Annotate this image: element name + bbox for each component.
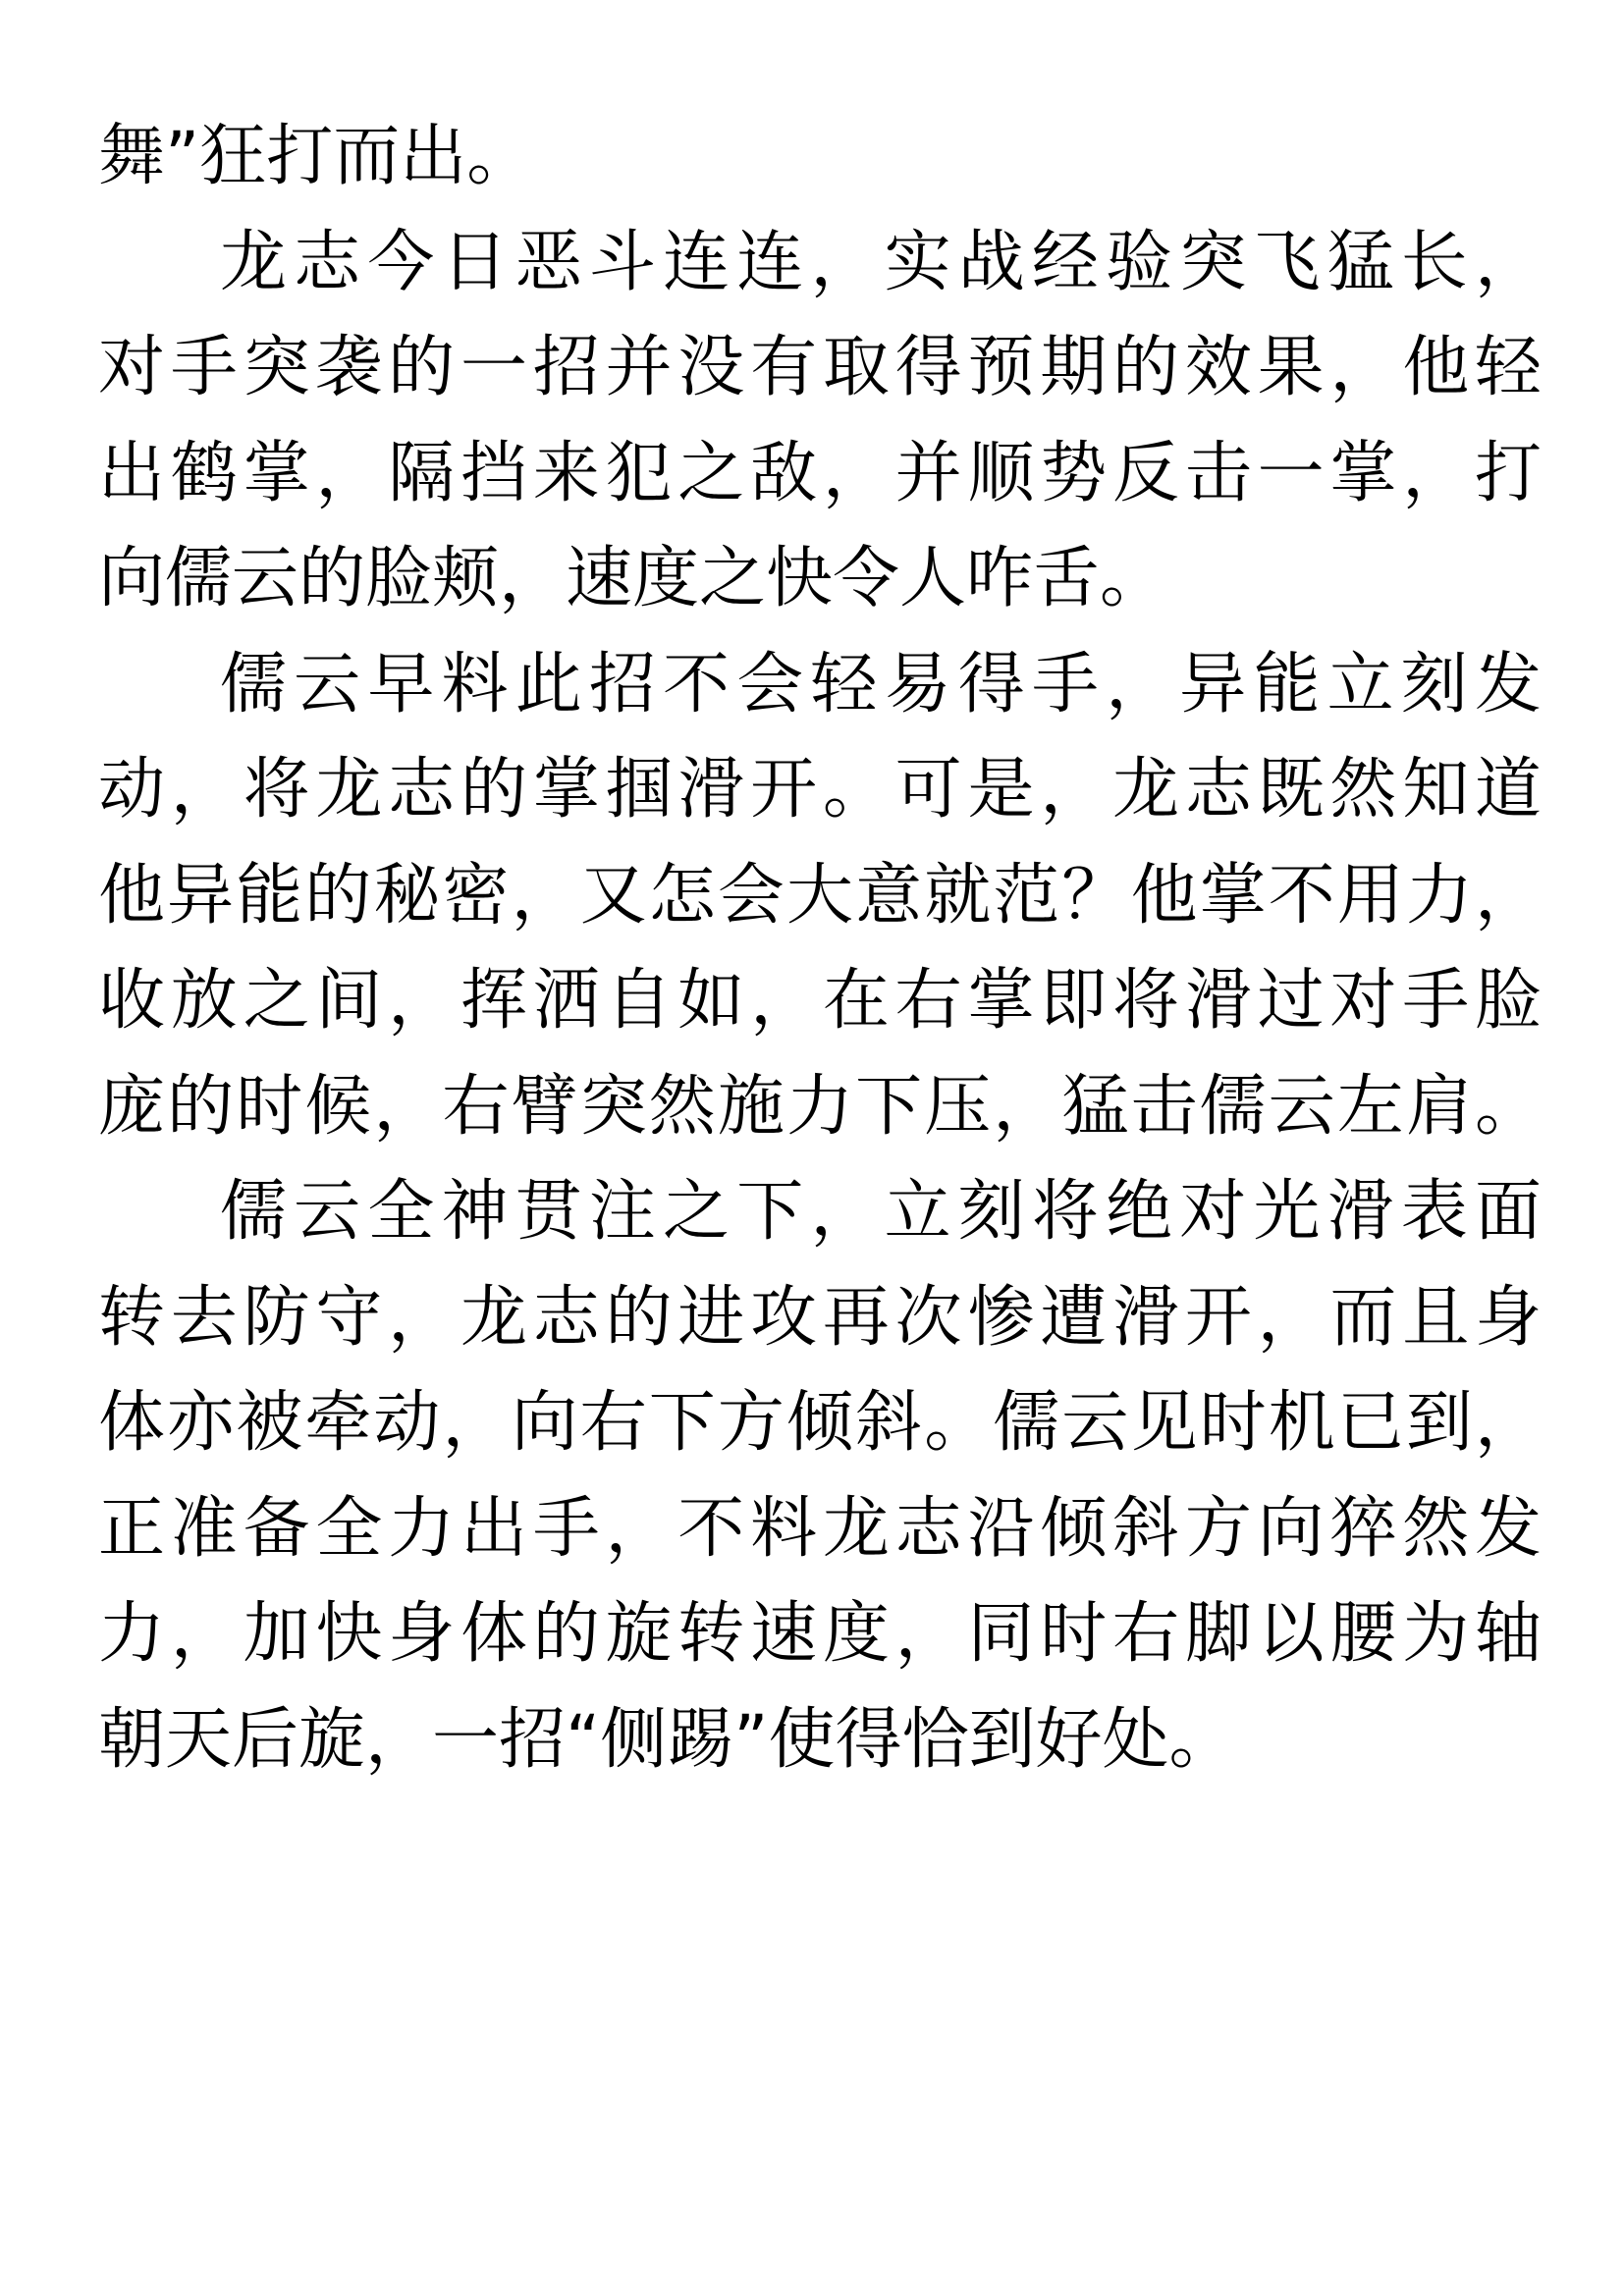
text-line: 他异能的秘密，又怎会大意就范？他掌不用力， xyxy=(98,856,1542,934)
text-line: 对手突袭的一招并没有取得预期的效果，他轻 xyxy=(98,329,1542,406)
text-line: 龙志今日恶斗连连，实战经验突飞猛长， xyxy=(220,223,1542,301)
text-line: 出鹤掌，隔挡来犯之敌，并顺势反击一掌，打 xyxy=(98,434,1542,512)
text-line: 转去防守，龙志的进攻再次惨遭滑开，而且身 xyxy=(98,1278,1542,1357)
text-line: 舞”狂打而出。 xyxy=(98,118,534,195)
text-line: 朝天后旋，一招“侧踢”使得恰到好处。 xyxy=(98,1700,1236,1779)
text-line: 体亦被牵动，向右下方倾斜。儒云见时机已到， xyxy=(98,1384,1542,1462)
text-line: 动，将龙志的掌掴滑开。可是，龙志既然知道 xyxy=(98,751,1542,828)
text-line: 向儒云的脸颊，速度之快令人咋舌。 xyxy=(98,540,1167,617)
body-text xyxy=(98,118,1542,1810)
text-line: 庞的时候，右臂突然施力下压，猛击儒云左肩。 xyxy=(98,1067,1542,1146)
text-line: 力，加快身体的旋转速度，同时右脚以腰为轴 xyxy=(98,1595,1542,1673)
text-line: 收放之间，挥洒自如，在右掌即将滑过对手脸 xyxy=(98,962,1542,1040)
text-line: 正准备全力出手，不料龙志沿倾斜方向猝然发 xyxy=(98,1489,1542,1568)
text-line: 儒云早料此招不会轻易得手，异能立刻发 xyxy=(220,645,1542,723)
text-line: 儒云全神贯注之下，立刻将绝对光滑表面 xyxy=(220,1173,1542,1251)
